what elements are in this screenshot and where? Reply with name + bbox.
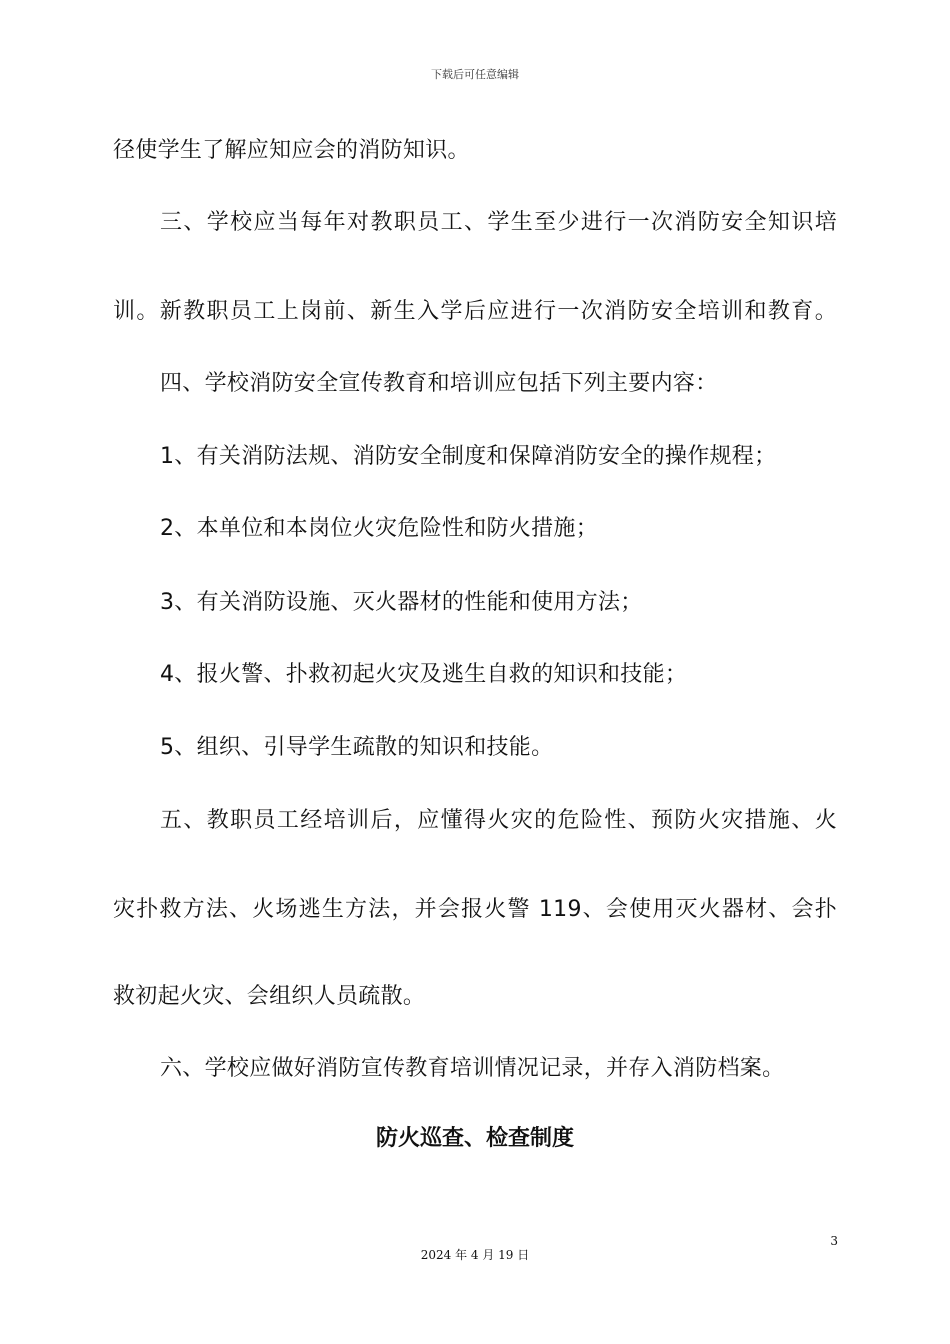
paragraph-line: 训。新教职员工上岗前、新生入学后应进行一次消防安全培训和教育。 [113,299,837,324]
paragraph-line: 4、报火警、扑救初起火灾及逃生自救的知识和技能； [160,662,688,687]
paragraph-line: 四、学校消防安全宣传教育和培训应包括下列主要内容： [160,371,718,396]
paragraph-line: 三、学校应当每年对教职员工、学生至少进行一次消防安全知识培 [160,210,837,235]
footer-date: 2024 年 4 月 19 日 [420,1248,530,1262]
section-title: 防火巡查、检查制度 [375,1126,574,1151]
paragraph-line: 1、有关消防法规、消防安全制度和保障消防安全的操作规程； [160,444,777,469]
paragraph-line: 灾扑救方法、火场逃生方法，并会报火警 119、会使用灭火器材、会扑 [113,897,837,922]
page-header: 下载后可任意编辑 [431,68,519,81]
paragraph-line: 径使学生了解应知应会的消防知识。 [113,138,470,163]
paragraph-line: 救初起火灾、会组织人员疏散。 [113,984,426,1009]
paragraph-line: 5、组织、引导学生疏散的知识和技能。 [160,735,554,760]
page-number: 3 [830,1234,838,1248]
paragraph-line: 六、学校应做好消防宣传教育培训情况记录，并存入消防档案。 [160,1056,785,1081]
paragraph-line: 2、本单位和本岗位火灾危险性和防火措施； [160,516,598,541]
paragraph-line: 3、有关消防设施、灭火器材的性能和使用方法； [160,590,643,615]
paragraph-line: 五、教职员工经培训后，应懂得火灾的危险性、预防火灾措施、火 [160,808,837,833]
